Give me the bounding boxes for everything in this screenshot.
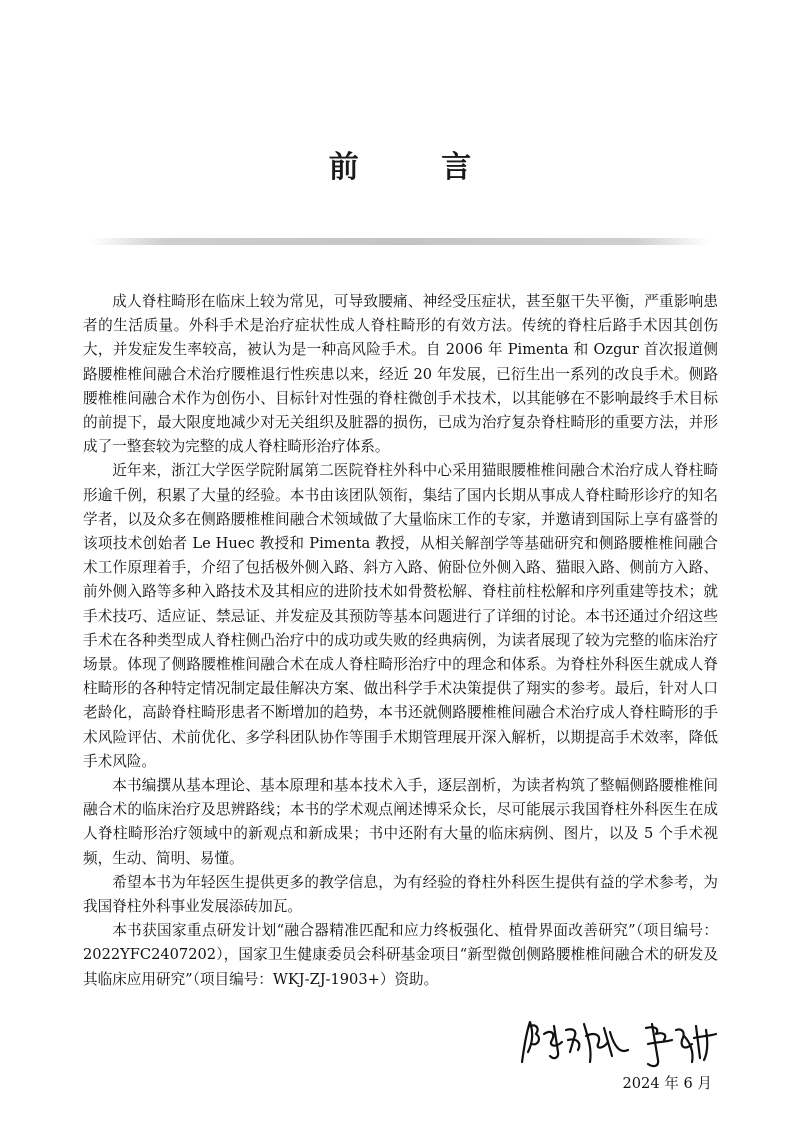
page-title: 前 言 xyxy=(328,150,508,185)
paragraph-3: 本书编撰从基本理论、基本原理和基本技术入手，逐层剖析，为读者构筑了整幅侧路腰椎椎间融合术的临床治疗及思辨路线；本书的学术观点阐述博采众长，尽可能展示我国脊柱外科医生在成人脊柱畸形治疗领域中的新观点和新成果；书中还附有大量的临床病例、图片，以及 5 个手术视频，生动、简明、易懂。 xyxy=(83,777,718,867)
date: 2024 年 6 月 xyxy=(622,1075,712,1092)
paragraph-2: 近年来，浙江大学医学院附属第二医院脊柱外科中心采用猫眼腰椎椎间融合术治疗成人脊柱畸形逾千例，积累了大量的经验。本书由该团队领衔，集结了国内长期从事成人脊柱畸形诊疗的知名学者，以及众多在侧路腰椎椎间融合术领域做了大量临床工作的专家，并邀请到国际上享有盛誉的该项技术创始者 Le Huec 教授和 Pimenta 教授，从相关解剖学等基础研究和侧路腰椎椎间融合术工作原理着手，介绍了包括极外侧入路、斜方入路、俯卧位外侧入路、猫眼入路、侧前方入路、前外侧入路等多种入路技术及其相应的进阶技术如骨赘松解、脊柱前柱松解和序列重建等技术；就手术技巧、适应证、禁忌证、并发症及其预防等基本问题进行了详细的讨论。本书还通过介绍这些手术在各种类型成人脊柱侧凸治疗中的成功或失败的经典病例，为读者展现了较为完整的临床治疗场景。体现了侧路腰椎椎间融合术在成人脊柱畸形治疗中的理念和体系。为脊柱外科医生就成人脊柱畸形的各种特定情况制定最佳解决方案、做出科学手术决策提供了翔实的参考。最后，针对人口老龄化，高龄脊柱畸形患者不断增加的趋势，本书还就侧路腰椎椎间融合术治疗成人脊柱畸形的手术风险评估、术前优化、多学科团队协作等围手术期管理展开深入解析，以期提高手术效率，降低手术风险。 xyxy=(83,462,718,770)
preface-body xyxy=(83,290,718,992)
title-divider xyxy=(90,238,710,245)
paragraph-4: 希望本书为年轻医生提供更多的教学信息，为有经验的脊柱外科医生提供有益的学术参考，为我国脊柱外科事业发展添砖加瓦。 xyxy=(83,873,718,916)
handwritten-signature xyxy=(508,1012,728,1072)
paragraph-5: 本书获国家重点研发计划“融合器精准匹配和应力终板强化、植骨界面改善研究”（项目编号：2022YFC2407202），国家卫生健康委员会科研基金项目“新型微创侧路腰椎椎间融合术的研发及其临床应用研究”（项目编号：WKJ-ZJ-1903+）资助。 xyxy=(83,922,718,988)
paragraph-1: 成人脊柱畸形在临床上较为常见，可导致腰痛、神经受压症状，甚至躯干失平衡，严重影响患者的生活质量。外科手术是治疗症状性成人脊柱畸形的有效方法。传统的脊柱后路手术因其创伤大，并发症发生率较高，被认为是一种高风险手术。自 2006 年 Pimenta 和 Ozgur 首次报道侧路腰椎椎间融合术治疗腰椎退行性疾患以来，经近 20 年发展，已衍生出一系列的改良手术。侧路腰椎椎间融合术作为创伤小、目标针对性强的脊柱微创手术技术，以其能够在不影响最终手术目标的前提下，最大限度地减少对无关组织及脏器的损伤，已成为治疗复杂脊柱畸形的重要方法，并形成了一整套较为完整的成人脊柱畸形治疗体系。 xyxy=(83,293,718,456)
